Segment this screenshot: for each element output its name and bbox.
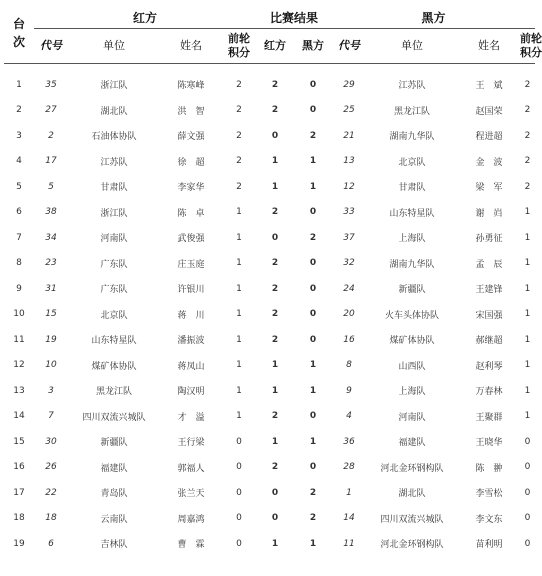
black-score-cell: 1 bbox=[309, 360, 317, 371]
black-score-cell: 0 bbox=[309, 258, 317, 269]
black-prev-points-cell: 1 bbox=[524, 207, 531, 218]
black-prev-points-cell: 0 bbox=[524, 487, 531, 498]
black-prev-points-cell: 0 bbox=[524, 538, 531, 549]
black-prev-points-cell: 1 bbox=[524, 411, 531, 422]
black-code-cell: 29 bbox=[343, 79, 355, 90]
black-score-cell: 1 bbox=[309, 385, 317, 396]
black-unit-cell: 福建队 bbox=[398, 438, 426, 449]
table-number-cell: 16 bbox=[13, 462, 25, 473]
black-unit-cell: 湖南九华队 bbox=[389, 259, 435, 270]
black-code-header: 代号 bbox=[332, 29, 366, 64]
red-score-cell: 2 bbox=[271, 309, 279, 320]
red-score-cell: 2 bbox=[271, 207, 279, 218]
red-prev-points-cell: 0 bbox=[236, 487, 242, 498]
table-row bbox=[4, 302, 535, 328]
black-side-header: 黑方 bbox=[332, 4, 535, 29]
black-name-cell: 金 波 bbox=[475, 157, 503, 168]
red-code-cell: 22 bbox=[45, 487, 57, 498]
table-row bbox=[4, 149, 535, 175]
red-code-cell: 10 bbox=[45, 360, 57, 371]
table-number-cell: 5 bbox=[16, 181, 22, 192]
red-code-cell: 35 bbox=[45, 79, 57, 90]
black-score-cell: 0 bbox=[309, 462, 317, 473]
black-code-cell: 32 bbox=[343, 258, 355, 269]
table-row bbox=[4, 327, 535, 353]
red-name-cell: 陈寒峰 bbox=[177, 81, 205, 92]
table-number-cell: 9 bbox=[16, 283, 22, 294]
black-name-cell: 万春林 bbox=[475, 387, 503, 398]
black-score-cell: 2 bbox=[309, 130, 317, 141]
black-unit-cell: 四川双流兴城队 bbox=[380, 514, 444, 525]
red-prev-points-cell: 1 bbox=[236, 283, 242, 294]
black-code-cell: 12 bbox=[343, 181, 355, 192]
red-name-cell: 郭福人 bbox=[177, 463, 205, 474]
black-name-cell: 李雪松 bbox=[475, 489, 503, 500]
black-name-cell: 宋国强 bbox=[475, 310, 503, 321]
red-score-cell: 2 bbox=[271, 462, 279, 473]
red-unit-cell: 广东队 bbox=[100, 259, 128, 270]
red-unit-cell: 煤矿体协队 bbox=[91, 361, 137, 372]
black-code-cell: 33 bbox=[343, 207, 355, 218]
red-code-cell: 30 bbox=[45, 436, 57, 447]
red-score-cell: 1 bbox=[271, 538, 279, 549]
red-unit-cell: 黑龙江队 bbox=[95, 387, 132, 398]
red-code-cell: 27 bbox=[45, 105, 57, 116]
table-row bbox=[4, 353, 535, 379]
black-unit-cell: 火车头体协队 bbox=[385, 310, 440, 321]
results-body bbox=[4, 64, 535, 557]
red-name-cell: 潘振波 bbox=[177, 336, 205, 347]
black-name-cell: 陈 翀 bbox=[475, 463, 503, 474]
red-score-cell: 0 bbox=[271, 513, 279, 524]
table-row bbox=[4, 72, 535, 98]
table-row bbox=[4, 123, 535, 149]
black-name-cell: 郝继超 bbox=[475, 336, 503, 347]
red-code-cell: 23 bbox=[45, 258, 57, 269]
red-unit-cell: 石油体协队 bbox=[91, 132, 137, 143]
red-unit-cell: 甘肃队 bbox=[100, 183, 128, 194]
red-name-cell: 才 溢 bbox=[177, 412, 205, 423]
red-name-cell: 周嘉鸿 bbox=[177, 514, 205, 525]
red-unit-cell: 新疆队 bbox=[100, 438, 128, 449]
black-score-cell: 2 bbox=[309, 232, 317, 243]
table-number-cell: 14 bbox=[13, 411, 25, 422]
table-row bbox=[4, 98, 535, 124]
red-name-cell: 曹 霖 bbox=[177, 540, 205, 551]
red-score-cell: 0 bbox=[271, 487, 279, 498]
red-name-cell: 蒋 川 bbox=[177, 310, 205, 321]
black-score-cell: 0 bbox=[309, 105, 317, 116]
red-name-header: 姓名 bbox=[160, 29, 222, 64]
black-unit-cell: 江苏队 bbox=[398, 81, 426, 92]
red-prev-points-cell: 1 bbox=[236, 232, 242, 243]
red-unit-cell: 北京队 bbox=[100, 310, 128, 321]
black-unit-cell: 上海队 bbox=[398, 234, 426, 245]
red-prev-points-cell: 1 bbox=[236, 334, 242, 345]
black-code-cell: 4 bbox=[346, 411, 352, 422]
black-score-cell: 0 bbox=[309, 283, 317, 294]
table-number-cell: 3 bbox=[16, 130, 22, 141]
black-name-cell: 王聚群 bbox=[475, 412, 503, 423]
table-number-header-char-2: 次 bbox=[12, 34, 25, 49]
black-score-cell: 1 bbox=[309, 538, 317, 549]
red-prev-points-cell: 0 bbox=[236, 436, 242, 447]
black-unit-cell: 甘肃队 bbox=[398, 183, 426, 194]
red-prev-points-cell: 2 bbox=[236, 105, 242, 116]
black-code-cell: 28 bbox=[343, 462, 355, 473]
red-code-cell: 17 bbox=[45, 156, 57, 167]
red-score-cell: 2 bbox=[271, 283, 279, 294]
red-prev-points-cell: 2 bbox=[236, 79, 242, 90]
black-name-cell: 谢 岿 bbox=[475, 208, 503, 219]
red-name-cell: 王行梁 bbox=[177, 438, 205, 449]
black-code-cell: 14 bbox=[343, 513, 355, 524]
black-prev-points-cell: 2 bbox=[524, 130, 531, 141]
black-name-cell: 王晓华 bbox=[475, 438, 503, 449]
black-code-cell: 16 bbox=[343, 334, 355, 345]
black-prev-points-cell: 1 bbox=[524, 309, 531, 320]
red-code-cell: 15 bbox=[45, 309, 57, 320]
red-code-cell: 31 bbox=[45, 283, 57, 294]
black-code-cell: 37 bbox=[343, 232, 355, 243]
header-group-row bbox=[4, 4, 535, 29]
header-sub-row bbox=[4, 29, 535, 64]
table-row bbox=[4, 404, 535, 430]
black-name-cell: 程进超 bbox=[475, 132, 503, 143]
black-prev-points-cell: 1 bbox=[524, 385, 531, 396]
black-code-cell: 1 bbox=[346, 487, 352, 498]
black-unit-cell: 新疆队 bbox=[398, 285, 426, 296]
red-score-cell: 1 bbox=[271, 360, 279, 371]
table-number-cell: 17 bbox=[13, 487, 25, 498]
red-unit-cell: 浙江队 bbox=[100, 208, 128, 219]
table-number-cell: 2 bbox=[16, 105, 22, 116]
black-unit-cell: 湖北队 bbox=[398, 489, 426, 500]
black-unit-cell: 河北金环钢构队 bbox=[380, 540, 444, 551]
red-code-header: 代号 bbox=[34, 29, 68, 64]
black-prev-points-cell: 2 bbox=[524, 105, 531, 116]
black-unit-cell: 北京队 bbox=[398, 157, 426, 168]
table-number-cell: 10 bbox=[13, 309, 25, 320]
red-code-cell: 7 bbox=[48, 411, 54, 422]
red-prev-points-cell: 0 bbox=[236, 538, 242, 549]
red-score-cell: 1 bbox=[271, 156, 279, 167]
red-name-cell: 陶汉明 bbox=[177, 387, 205, 398]
black-score-header: 黑方 bbox=[294, 29, 332, 64]
black-unit-cell: 山东特星队 bbox=[389, 208, 435, 219]
red-code-cell: 3 bbox=[48, 385, 54, 396]
result-header: 比赛结果 bbox=[256, 4, 332, 29]
red-code-cell: 5 bbox=[48, 181, 54, 192]
table-number-header bbox=[4, 4, 34, 64]
black-prev-points-cell: 2 bbox=[524, 156, 531, 167]
red-name-cell: 蒋凤山 bbox=[177, 361, 205, 372]
red-code-cell: 26 bbox=[45, 462, 57, 473]
black-score-cell: 2 bbox=[309, 487, 317, 498]
red-score-cell: 1 bbox=[271, 181, 279, 192]
table-number-cell: 7 bbox=[16, 232, 22, 243]
black-name-cell: 王建锋 bbox=[475, 285, 503, 296]
red-unit-cell: 浙江队 bbox=[100, 81, 128, 92]
table-row bbox=[4, 429, 535, 455]
black-prev-points-header: 前轮 积分 bbox=[520, 29, 535, 64]
red-code-cell: 38 bbox=[45, 207, 57, 218]
red-prev-points-cell: 1 bbox=[236, 385, 242, 396]
red-unit-cell: 青岛队 bbox=[100, 489, 128, 500]
table-row bbox=[4, 276, 535, 302]
red-score-cell: 2 bbox=[271, 79, 279, 90]
red-score-cell: 0 bbox=[271, 232, 279, 243]
black-unit-header: 单位 bbox=[366, 29, 458, 64]
black-code-cell: 13 bbox=[343, 156, 355, 167]
black-code-cell: 25 bbox=[343, 105, 355, 116]
black-score-cell: 0 bbox=[309, 411, 317, 422]
red-code-cell: 34 bbox=[45, 232, 57, 243]
table-number-header-char-1: 台 bbox=[12, 16, 25, 31]
red-unit-cell: 广东队 bbox=[100, 285, 128, 296]
red-prev-points-cell: 0 bbox=[236, 462, 242, 473]
black-prev-points-cell: 2 bbox=[524, 181, 531, 192]
red-prev-points-cell: 2 bbox=[236, 181, 242, 192]
table-number-cell: 12 bbox=[13, 360, 25, 371]
table-number-cell: 11 bbox=[13, 334, 25, 345]
black-prev-points-cell: 1 bbox=[524, 283, 531, 294]
black-unit-cell: 山西队 bbox=[398, 361, 426, 372]
black-unit-cell: 河北金环钢构队 bbox=[380, 463, 444, 474]
red-prev-points-cell: 1 bbox=[236, 411, 242, 422]
table-row bbox=[4, 225, 535, 251]
black-score-cell: 1 bbox=[309, 156, 317, 167]
red-unit-cell: 吉林队 bbox=[100, 540, 128, 551]
black-unit-cell: 上海队 bbox=[398, 387, 426, 398]
table-row bbox=[4, 531, 535, 557]
red-prev-points-cell: 2 bbox=[236, 156, 242, 167]
red-unit-cell: 云南队 bbox=[100, 514, 128, 525]
red-code-cell: 6 bbox=[48, 538, 54, 549]
red-score-header: 红方 bbox=[256, 29, 294, 64]
red-prev-points-cell: 2 bbox=[236, 130, 242, 141]
table-number-cell: 1 bbox=[16, 79, 22, 90]
black-code-cell: 20 bbox=[343, 309, 355, 320]
black-prev-points-cell: 1 bbox=[524, 232, 531, 243]
black-code-cell: 9 bbox=[346, 385, 352, 396]
red-unit-cell: 江苏队 bbox=[100, 157, 128, 168]
black-name-cell: 王 斌 bbox=[475, 81, 503, 92]
red-prev-points-cell: 1 bbox=[236, 309, 242, 320]
black-prev-points-cell: 1 bbox=[524, 258, 531, 269]
black-score-cell: 0 bbox=[309, 309, 317, 320]
red-score-cell: 0 bbox=[271, 130, 279, 141]
black-prev-points-cell: 2 bbox=[524, 79, 531, 90]
black-unit-cell: 煤矿体协队 bbox=[389, 336, 435, 347]
red-unit-header: 单位 bbox=[68, 29, 160, 64]
red-prev-points-cell: 1 bbox=[236, 207, 242, 218]
table-number-cell: 4 bbox=[16, 156, 22, 167]
red-score-cell: 1 bbox=[271, 436, 279, 447]
table-number-cell: 13 bbox=[13, 385, 25, 396]
red-side-header: 红方 bbox=[34, 4, 256, 29]
red-unit-cell: 福建队 bbox=[100, 463, 128, 474]
black-prev-points-cell: 0 bbox=[524, 436, 531, 447]
red-name-cell: 许银川 bbox=[177, 285, 205, 296]
red-score-cell: 2 bbox=[271, 105, 279, 116]
red-name-cell: 徐 超 bbox=[177, 157, 205, 168]
table-row bbox=[4, 200, 535, 226]
red-score-cell: 2 bbox=[271, 334, 279, 345]
black-score-cell: 0 bbox=[309, 79, 317, 90]
red-name-cell: 张兰天 bbox=[177, 489, 205, 500]
red-code-cell: 2 bbox=[48, 130, 54, 141]
black-prev-points-cell: 0 bbox=[524, 462, 531, 473]
red-prev-points-cell: 1 bbox=[236, 360, 242, 371]
table-row bbox=[4, 378, 535, 404]
black-code-cell: 36 bbox=[343, 436, 355, 447]
black-name-cell: 孙勇征 bbox=[475, 234, 503, 245]
table-row bbox=[4, 480, 535, 506]
black-prev-points-cell: 0 bbox=[524, 513, 531, 524]
black-score-cell: 1 bbox=[309, 436, 317, 447]
black-code-cell: 11 bbox=[343, 538, 355, 549]
red-prev-points-header: 前轮 积分 bbox=[222, 29, 256, 64]
black-score-cell: 1 bbox=[309, 181, 317, 192]
red-score-cell: 2 bbox=[271, 411, 279, 422]
table-row bbox=[4, 251, 535, 277]
red-name-cell: 庄玉庭 bbox=[177, 259, 205, 270]
black-name-cell: 苗利明 bbox=[475, 540, 503, 551]
black-name-header: 姓名 bbox=[458, 29, 520, 64]
table-number-cell: 8 bbox=[16, 258, 22, 269]
spacer-row bbox=[4, 64, 535, 73]
pairing-results-table bbox=[4, 4, 542, 557]
black-name-cell: 孟 辰 bbox=[475, 259, 503, 270]
red-unit-cell: 湖北队 bbox=[100, 106, 128, 117]
black-score-cell: 0 bbox=[309, 334, 317, 345]
red-unit-cell: 山东特星队 bbox=[91, 336, 137, 347]
red-prev-points-cell: 1 bbox=[236, 258, 242, 269]
table-row bbox=[4, 455, 535, 481]
table-row bbox=[4, 506, 535, 532]
table-row bbox=[4, 174, 535, 200]
black-name-cell: 赵利琴 bbox=[475, 361, 503, 372]
black-unit-cell: 河南队 bbox=[398, 412, 426, 423]
red-score-cell: 2 bbox=[271, 258, 279, 269]
black-score-cell: 2 bbox=[309, 513, 317, 524]
black-prev-points-cell: 1 bbox=[524, 360, 531, 371]
black-code-cell: 21 bbox=[343, 130, 355, 141]
black-unit-cell: 湖南九华队 bbox=[389, 132, 435, 143]
black-code-cell: 24 bbox=[343, 283, 355, 294]
black-unit-cell: 黑龙江队 bbox=[394, 106, 431, 117]
red-name-cell: 李家华 bbox=[177, 183, 205, 194]
table-number-cell: 18 bbox=[13, 513, 25, 524]
red-code-cell: 19 bbox=[45, 334, 57, 345]
table-number-cell: 15 bbox=[13, 436, 25, 447]
black-score-cell: 0 bbox=[309, 207, 317, 218]
black-name-cell: 赵国荣 bbox=[475, 106, 503, 117]
red-unit-cell: 四川双流兴城队 bbox=[82, 412, 146, 423]
black-name-cell: 梁 军 bbox=[475, 183, 503, 194]
red-prev-points-cell: 0 bbox=[236, 513, 242, 524]
red-name-cell: 洪 智 bbox=[177, 106, 205, 117]
red-unit-cell: 河南队 bbox=[100, 234, 128, 245]
spacer-cell bbox=[4, 64, 535, 73]
red-name-cell: 武俊强 bbox=[177, 234, 205, 245]
table-number-cell: 19 bbox=[13, 538, 25, 549]
black-name-cell: 李文东 bbox=[475, 514, 503, 525]
table-number-cell: 6 bbox=[16, 207, 22, 218]
red-score-cell: 1 bbox=[271, 385, 279, 396]
red-name-cell: 薛文强 bbox=[177, 132, 205, 143]
black-code-cell: 8 bbox=[346, 360, 352, 371]
red-name-cell: 陈 卓 bbox=[177, 208, 205, 219]
black-prev-points-cell: 1 bbox=[524, 334, 531, 345]
red-code-cell: 18 bbox=[45, 513, 57, 524]
